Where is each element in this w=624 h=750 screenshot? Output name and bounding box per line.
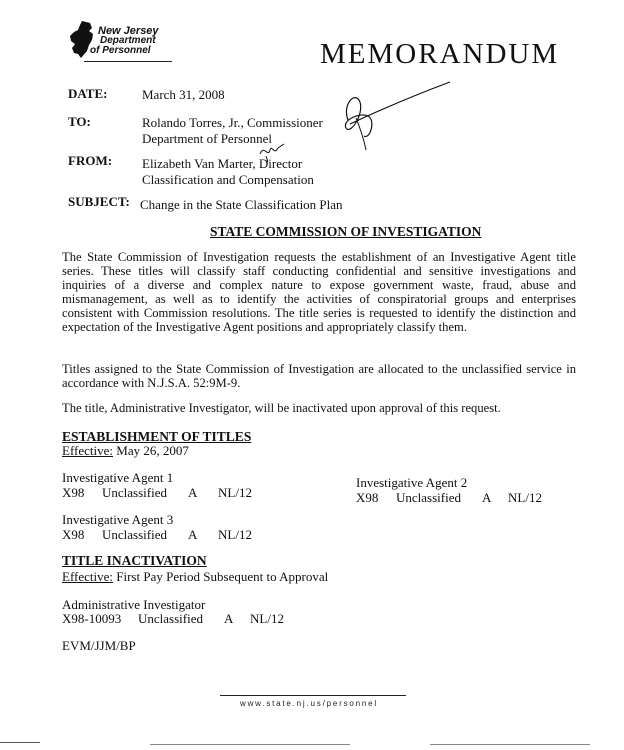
bottom-edge-line-3	[430, 744, 590, 745]
signature-icon	[320, 80, 460, 160]
establishment-effective	[62, 443, 189, 458]
page-title: MEMORANDUM	[320, 38, 560, 70]
initials: EVM/JJM/BP	[62, 638, 136, 653]
inactivated-title-range: NL/12	[250, 611, 284, 626]
from-label: FROM:	[68, 153, 113, 168]
section-heading: STATE COMMISSION OF INVESTIGATION	[210, 224, 482, 239]
inactivated-title-class: A	[224, 611, 234, 626]
title-1-range: NL/12	[218, 485, 252, 500]
title-2-row	[356, 490, 542, 505]
footer-rule	[220, 695, 406, 696]
inactivated-title-status: Unclassified	[138, 611, 203, 626]
paragraph-2: Titles assigned to the State Commission of Investigation are allocated to the unclassified service in accordance with N.J.S.A. 52:9M-9.	[62, 362, 576, 390]
title-2-code: X98	[356, 490, 379, 505]
to-line-1: Rolando Torres, Jr., Commissioner	[142, 115, 323, 130]
subject-label: SUBJECT:	[68, 194, 130, 209]
from-line-1: Elizabeth Van Marter, Director	[142, 156, 303, 171]
title-3-range: NL/12	[218, 527, 252, 542]
to-line-2: Department of Personnel	[142, 131, 272, 146]
title-1-row	[62, 485, 252, 500]
logo-underline	[84, 61, 172, 62]
to-label: TO:	[68, 114, 91, 129]
title-1-status: Unclassified	[102, 485, 167, 500]
title-3-name: Investigative Agent 3	[62, 512, 174, 527]
date-label: DATE:	[68, 86, 108, 101]
from-line-2: Classification and Compensation	[142, 172, 314, 187]
establishment-heading: ESTABLISHMENT OF TITLES	[62, 429, 252, 444]
nj-logo	[68, 20, 178, 62]
inactivated-title-name: Administrative Investigator	[62, 597, 206, 612]
bottom-edge-line	[0, 742, 40, 743]
title-2-name: Investigative Agent 2	[356, 475, 468, 490]
inactivated-title-row	[62, 611, 284, 626]
paragraph-3: The title, Administrative Investigator, will be inactivated upon approval of this request.	[62, 401, 501, 415]
effective-label: Effective:	[62, 443, 114, 458]
title-2-range: NL/12	[508, 490, 542, 505]
logo-line-1: New Jersey	[98, 25, 159, 37]
title-3-status: Unclassified	[102, 527, 167, 542]
effective-value: May 26, 2007	[116, 443, 189, 458]
title-1-name: Investigative Agent 1	[62, 470, 174, 485]
paragraph-1: The State Commission of Investigation requests the establishment of an Investigative Agent title series. These titles will classify staff conducting confidential and sensitive investigations and inquiries of a diverse and complex nature to expose government waste, fraud, abuse and mismanagement, as well as to identify the activities of conspiratorial groups and enterprises consistent with Commission resolutions. The title series is requested to identify the distinction and expectation of the Investigative Agent positions and appropriately classify them.	[62, 250, 576, 334]
bottom-edge-line-2	[150, 744, 350, 745]
initials-mark-icon	[258, 140, 288, 164]
inactivation-heading: TITLE INACTIVATION	[62, 553, 207, 568]
logo-line-3: of Personnel	[90, 45, 151, 56]
title-3-code: X98	[62, 527, 85, 542]
title-3-class: A	[188, 527, 198, 542]
title-1-code: X98	[62, 485, 85, 500]
inactivation-effective-value: First Pay Period Subsequent to Approval	[116, 569, 329, 584]
date-value: March 31, 2008	[142, 87, 225, 102]
title-1-class: A	[188, 485, 198, 500]
inactivation-effective-label: Effective:	[62, 569, 114, 584]
subject-value: Change in the State Classification Plan	[140, 197, 343, 212]
title-2-status: Unclassified	[396, 490, 461, 505]
inactivated-title-code: X98-10093	[62, 611, 122, 626]
title-2-class: A	[482, 490, 492, 505]
logo-line-2: Department	[100, 35, 156, 46]
inactivation-effective	[62, 569, 328, 584]
footer-url: www.state.nj.us/personnel	[240, 699, 378, 708]
title-3-row	[62, 527, 252, 542]
